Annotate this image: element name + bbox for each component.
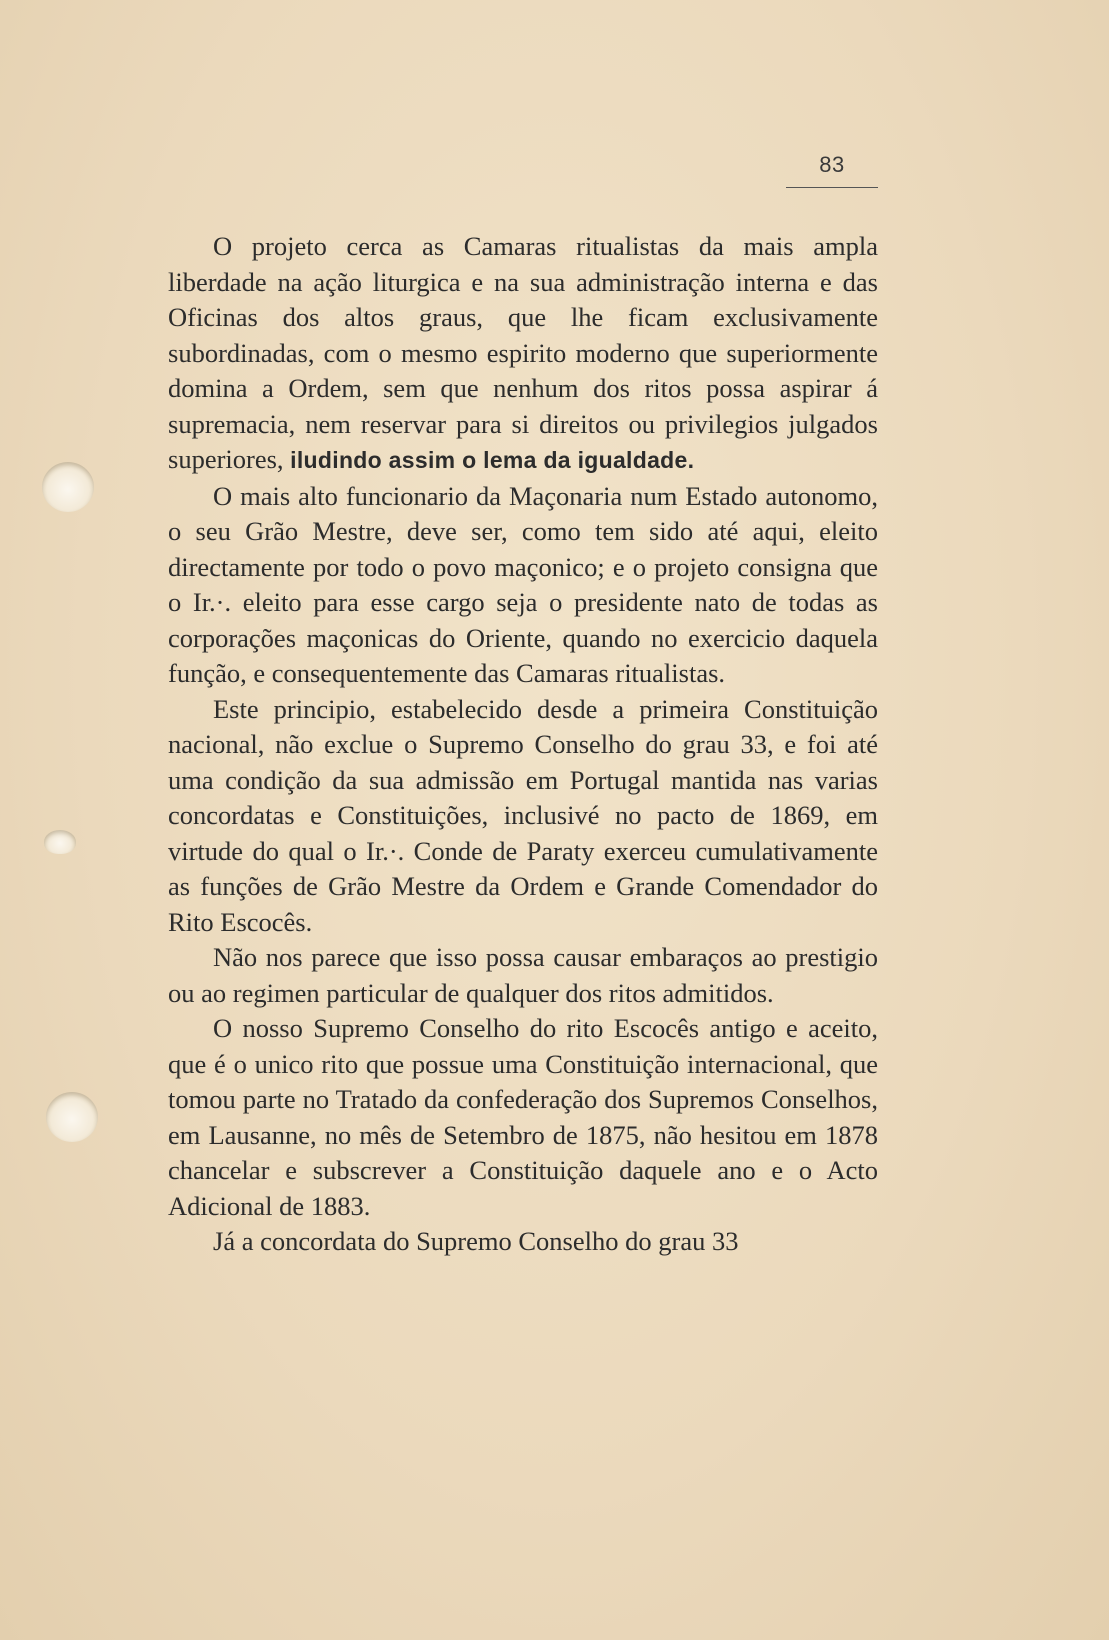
punch-hole bbox=[42, 462, 94, 512]
paragraph: Este principio, estabelecido desde a primeira Constituição nacional, não exclue o Supremo Conselho do grau 33, e foi até uma condição da sua admissão em Portugal mantida nas varias concordatas e Constituições, inclusivé no pacto de 1869, em virtude do qual o Ir.·. Conde de Paraty exerceu cumulativamente as funções de Grão Mestre da Ordem e Grande Comendador do Rito Escocês. bbox=[168, 693, 878, 937]
page-number: 83 bbox=[819, 152, 845, 177]
paragraph: O nosso Supremo Conselho do rito Escocês antigo e aceito, que é o unico rito que possue uma Constituição internacional, que tomou parte no Tratado da confederação dos Supremos Conselhos, em Lausanne, no mês de Setembro de 1875, não hesitou em 1878 chancelar e subscrever a Constituição daquele ano e o Acto Adicional de 1883. bbox=[168, 1013, 878, 1221]
paragraph: O mais alto funcionario da Maçonaria num Estado autonomo, o seu Grão Mestre, deve ser, como tem sido até aqui, eleito directamente por todo o povo maçonico; e o projeto consigna que o Ir.·. eleito para esse cargo seja o presidente nato de todas as corporações maçonicas do Oriente, quando no exercicio daquela função, e consequentemente das Camaras ritualistas. bbox=[168, 480, 878, 688]
punch-hole bbox=[46, 1092, 98, 1142]
punch-hole bbox=[44, 830, 76, 854]
emphasized-text: iludindo assim o lema da igualdade. bbox=[290, 447, 695, 473]
page-number-rule bbox=[786, 187, 878, 188]
paragraph-text: O projeto cerca as Camaras ritualistas da mais ampla liberdade na ação liturgica e na sua administração interna e das Oficinas dos altos graus, que lhe ficam exclusivamente subordinadas, com o mesmo espirito moderno que superiormente domina a Ordem, sem que nenhum dos ritos possa aspirar á supremacia, nem reservar para si direitos ou privilegios julgados superiores, bbox=[168, 231, 878, 474]
paragraph: Já a concordata do Supremo Conselho do grau 33 bbox=[213, 1226, 739, 1256]
paragraph: Não nos parece que isso possa causar embaraços ao prestigio ou ao regimen particular de qualquer dos ritos admitidos. bbox=[168, 942, 878, 1008]
paragraph bbox=[168, 229, 878, 479]
body-text bbox=[168, 229, 878, 1260]
